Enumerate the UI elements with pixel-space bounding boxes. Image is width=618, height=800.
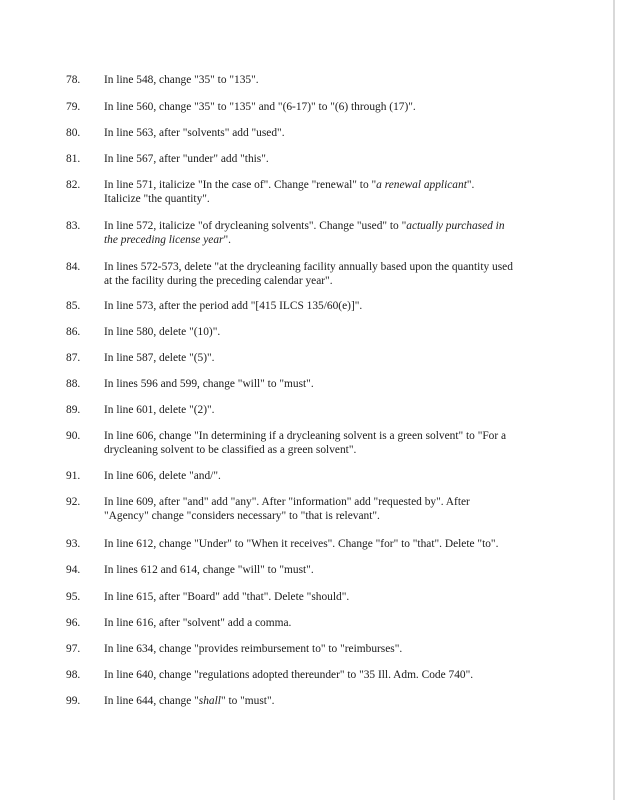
scan-edge-line <box>613 0 615 800</box>
item-text: In line 560, change "35" to "135" and "(6-17)" to "(6) through (17)". <box>104 101 416 113</box>
item-number: 79. <box>66 101 81 113</box>
item-text: In lines 572-573, delete "at the drycleaning facility annually based upon the quantity used at the facility during the preceding calendar year". <box>104 261 513 287</box>
item-text: In line 640, change "regulations adopted thereunder" to "35 Ill. Adm. Code 740". <box>104 669 474 681</box>
item-number: 89. <box>66 404 81 416</box>
item-number: 93. <box>66 538 81 550</box>
item-text: In line 634, change "provides reimbursement to" to "reimburses". <box>104 643 403 655</box>
item-number: 95. <box>66 591 81 603</box>
item-text: In line 563, after "solvents" add "used". <box>104 127 285 139</box>
item-number: 96. <box>66 617 81 629</box>
item-text: In line 612, change "Under" to "When it receives". Change "for" to "that". Delete "to". <box>104 538 499 550</box>
item-text: In line 609, after "and" add "any". After "information" add "requested by". After "Agency" change "considers necessary" to "that is relevant". <box>104 496 470 522</box>
item-text: In line 644, change "shall" to "must". <box>104 695 275 707</box>
item-text: In line 615, after "Board" add "that". Delete "should". <box>104 591 350 603</box>
item-number: 92. <box>66 496 81 508</box>
item-number: 84. <box>66 261 81 273</box>
item-text: In line 616, after "solvent" add a comma. <box>104 617 292 629</box>
item-text: In line 573, after the period add "[415 ILCS 135/60(e)]". <box>104 300 363 312</box>
item-number: 83. <box>66 220 81 232</box>
item-number: 99. <box>66 695 81 707</box>
item-number: 85. <box>66 300 81 312</box>
item-text: In line 548, change "35" to "135". <box>104 74 259 86</box>
item-text: In line 567, after "under" add "this". <box>104 153 269 165</box>
item-number: 82. <box>66 179 81 191</box>
item-number: 87. <box>66 352 81 364</box>
item-text: In line 606, change "In determining if a drycleaning solvent is a green solvent" to "For a drycleaning solvent to be classified as a green solvent". <box>104 430 507 456</box>
item-number: 91. <box>66 470 81 482</box>
item-number: 81. <box>66 153 81 165</box>
item-text: In line 571, italicize "In the case of". Change "renewal" to "a renewal applicant". Italicize "the quantity". <box>104 179 475 205</box>
item-number: 88. <box>66 378 81 390</box>
item-number: 97. <box>66 643 81 655</box>
item-text: In line 587, delete "(5)". <box>104 352 215 364</box>
item-number: 90. <box>66 430 81 442</box>
item-text: In line 606, delete "and/". <box>104 470 221 482</box>
item-number: 98. <box>66 669 81 681</box>
item-text: In line 572, italicize "of drycleaning solvents". Change "used" to "actually purchased in the preceding license year". <box>104 220 505 246</box>
item-text: In line 580, delete "(10)". <box>104 326 221 338</box>
item-number: 78. <box>66 74 81 86</box>
item-text: In lines 596 and 599, change "will" to "must". <box>104 378 314 390</box>
item-text: In line 601, delete "(2)". <box>104 404 215 416</box>
item-number: 86. <box>66 326 81 338</box>
item-number: 80. <box>66 127 81 139</box>
item-number: 94. <box>66 564 81 576</box>
item-text: In lines 612 and 614, change "will" to "must". <box>104 564 314 576</box>
